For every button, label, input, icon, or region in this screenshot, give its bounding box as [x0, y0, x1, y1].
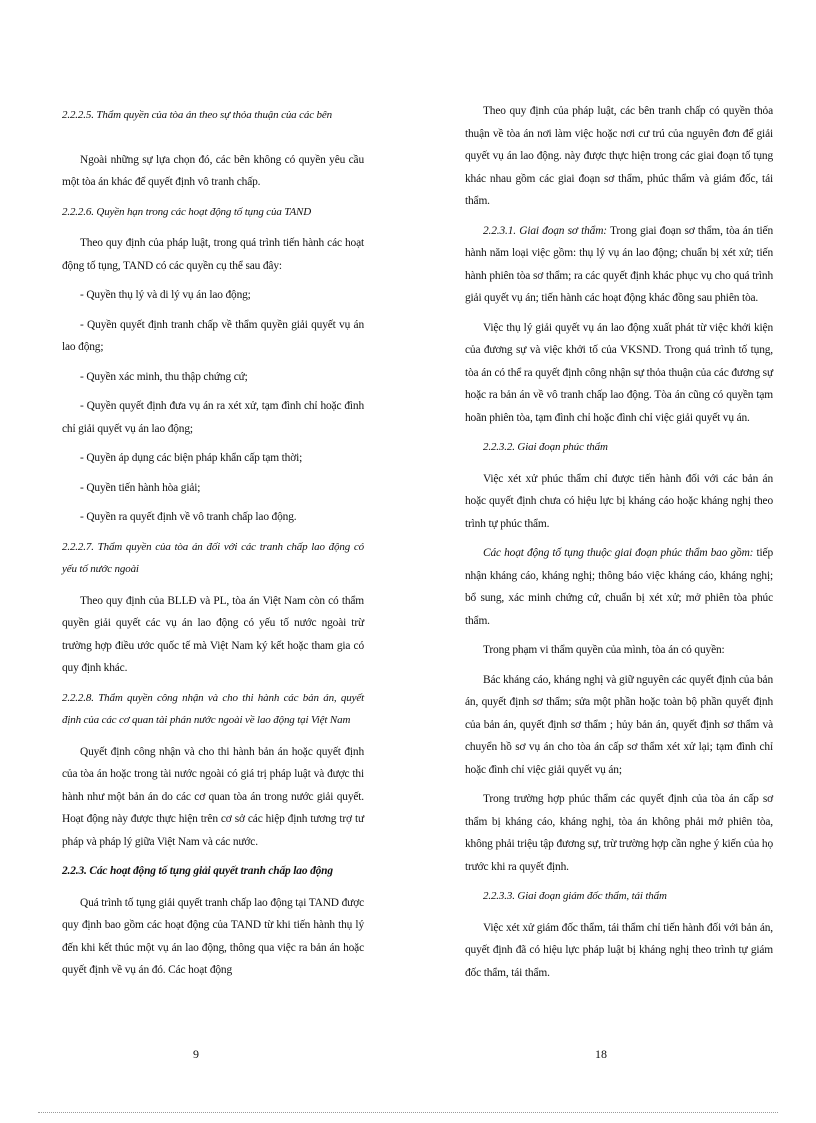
right-page-column [465, 100, 773, 991]
paragraph: Bác kháng cáo, kháng nghị và giữ nguyên các quyết định của bản án, quyết định sơ thẩm; sửa một phần hoặc toàn bộ phần quyết định của bản án, quyết định sơ thẩm ; hủy bản án, quyết định sơ thẩm và chuyển hồ sơ vụ án cho tòa án cấp sơ thẩm xét xử lại; tạm đình chỉ hoặc đình chỉ việc giải quyết vụ án; [465, 673, 773, 776]
paragraph: Ngoài những sự lựa chọn đó, các bên không có quyền yêu cầu một tòa án khác để quyết định vô tranh chấp. [62, 153, 364, 188]
section-heading-223: 2.2.3. Các hoạt động tố tụng giải quyết tranh chấp lao động [62, 865, 333, 877]
paragraph-text: Trong giai đoạn sơ thẩm, tòa án tiến hành năm loại việc gồm: thụ lý vụ án lao động; chuẩn bị xét xử; tiến hành phiên tòa sơ thẩm; ra các quyết định khác phục vụ cho quá trình giải quyết vụ án; tiến hành các hoạt động khác đồng sau phiên tòa. [465, 224, 773, 304]
paragraph: Việc xét xử giám đốc thẩm, tái thẩm chỉ tiến hành đối với bản án, quyết định đã có hiệu lực pháp luật bị kháng nghị theo trình tự giám đốc thẩm, tái thẩm. [465, 921, 773, 979]
italic-lead: Các hoạt động tố tụng thuộc giai đoạn phúc thẩm bao gồm: [483, 547, 754, 559]
subsection-lead-2231: 2.2.3.1. Giai đoạn sơ thẩm: [483, 224, 607, 237]
paragraph [465, 220, 773, 310]
section-heading-2228: 2.2.2.8. Thẩm quyền công nhận và cho thi hành các bản án, quyết định của các cơ quan tài phán nước ngoài về lao động tại Việt Nam [62, 691, 364, 726]
page-number-left: 9 [193, 1047, 199, 1061]
paragraph [465, 542, 773, 632]
list-item: - Quyền quyết định đưa vụ án ra xét xử, tạm đình chỉ hoặc đình chỉ giải quyết vụ án lao động; [62, 400, 364, 435]
paragraph: Quá trình tố tụng giải quyết tranh chấp lao động tại TAND được quy định bao gồm các hoạt động của TAND từ khi tiến hành thụ lý đến khi kết thúc một vụ án lao động, thông qua việc ra bản án hoặc quyết định về vụ án đó. Các hoạt động [62, 896, 364, 976]
list-item: - Quyền xác minh, thu thập chứng cứ; [80, 370, 248, 383]
section-heading-2226: 2.2.2.6. Quyền hạn trong các hoạt động tố tụng của TAND [62, 205, 312, 218]
paragraph: Trong trường hợp phúc thẩm các quyết định của tòa án cấp sơ thẩm bị kháng cáo, kháng nghị, tòa án không phải mở phiên tòa, không phải triệu tập đương sự, trừ trường hợp cần nghe ý kiến của họ trước khi ra quyết định. [465, 793, 773, 873]
paragraph: Theo quy định của BLLĐ và PL, tòa án Việt Nam còn có thẩm quyền giải quyết các vụ án lao động có yếu tố nước ngoài trừ trường hợp điều ước quốc tế mà Việt Nam ký kết hoặc tham gia có quy định khác. [62, 594, 364, 674]
section-heading-2232: 2.2.3.2. Giai đoạn phúc thẩm [483, 441, 608, 453]
section-heading-2225: 2.2.2.5. Thẩm quyền của tòa án theo sự thỏa thuận của các bên [62, 109, 332, 121]
list-item: - Quyền quyết định tranh chấp về thẩm quyền giải quyết vụ án lao động; [62, 318, 364, 353]
left-page-column [62, 100, 364, 989]
section-heading-2233: 2.2.3.3. Giai đoạn giám đốc thẩm, tái thẩm [483, 890, 667, 902]
paragraph: Quyết định công nhận và cho thi hành bản án hoặc quyết định của tòa án hoặc trong tài nước ngoài có giá trị pháp luật và được thi hành như một bản án do các cơ quan tòa án trong nước giải quyết. Hoạt động này được thực hiện trên cơ sở các hiệp định tương trợ tư pháp và pháp lý giữa Việt Nam và các nước. [62, 745, 364, 848]
paragraph-text: tiếp nhận kháng cáo, kháng nghị; thông báo việc kháng cáo, kháng nghị; bổ sung, xác minh chứng cứ, chuẩn bị xét xử; mở phiên tòa phúc thẩm. [465, 547, 773, 627]
paragraph: Trong phạm vi thẩm quyền của mình, tòa án có quyền: [483, 644, 725, 656]
list-item: - Quyền thụ lý và di lý vụ án lao động; [80, 289, 251, 301]
page-number-right: 18 [595, 1047, 607, 1061]
paragraph: Việc thụ lý giải quyết vụ án lao động xuất phát từ việc khởi kiện của đương sự và việc khởi tố của VKSND. Trong quá trình tố tụng, tòa án có thể ra quyết định công nhận sự thỏa thuận của các đương sự hoặc ra bản án về vô tranh chấp lao động. Tòa án cũng có quyền tạm hoãn phiên tòa, tạm đình chỉ hoặc đình chỉ việc giải quyết vụ án. [465, 321, 773, 424]
paragraph: Theo quy định của pháp luật, trong quá trình tiến hành các hoạt động tố tụng, TAND có các quyền cụ thể sau đây: [62, 237, 364, 272]
paragraph: Theo quy định của pháp luật, các bên tranh chấp có quyền thỏa thuận về tòa án nơi làm việc hoặc nơi cư trú của nguyên đơn để giải quyết vụ án lao động. này được thực hiện trong các giai đoạn tố tụng khác nhau gồm các giai đoạn sơ thẩm, phúc thẩm và giám đốc, tái thẩm. [465, 105, 773, 207]
paragraph: Việc xét xử phúc thẩm chỉ được tiến hành đối với các bản án hoặc quyết định chưa có hiệu lực bị kháng cáo hoặc kháng nghị theo trình tự phúc thẩm. [465, 472, 773, 530]
list-item: - Quyền tiến hành hòa giải; [80, 481, 201, 494]
list-item: - Quyền áp dụng các biện pháp khẩn cấp tạm thời; [80, 452, 303, 464]
list-item: - Quyền ra quyết định về vô tranh chấp lao động. [80, 511, 297, 523]
footer-dotted-rule [38, 1112, 778, 1113]
section-heading-2227: 2.2.2.7. Thẩm quyền của tòa án đối với các tranh chấp lao động có yếu tố nước ngoài [62, 540, 364, 575]
